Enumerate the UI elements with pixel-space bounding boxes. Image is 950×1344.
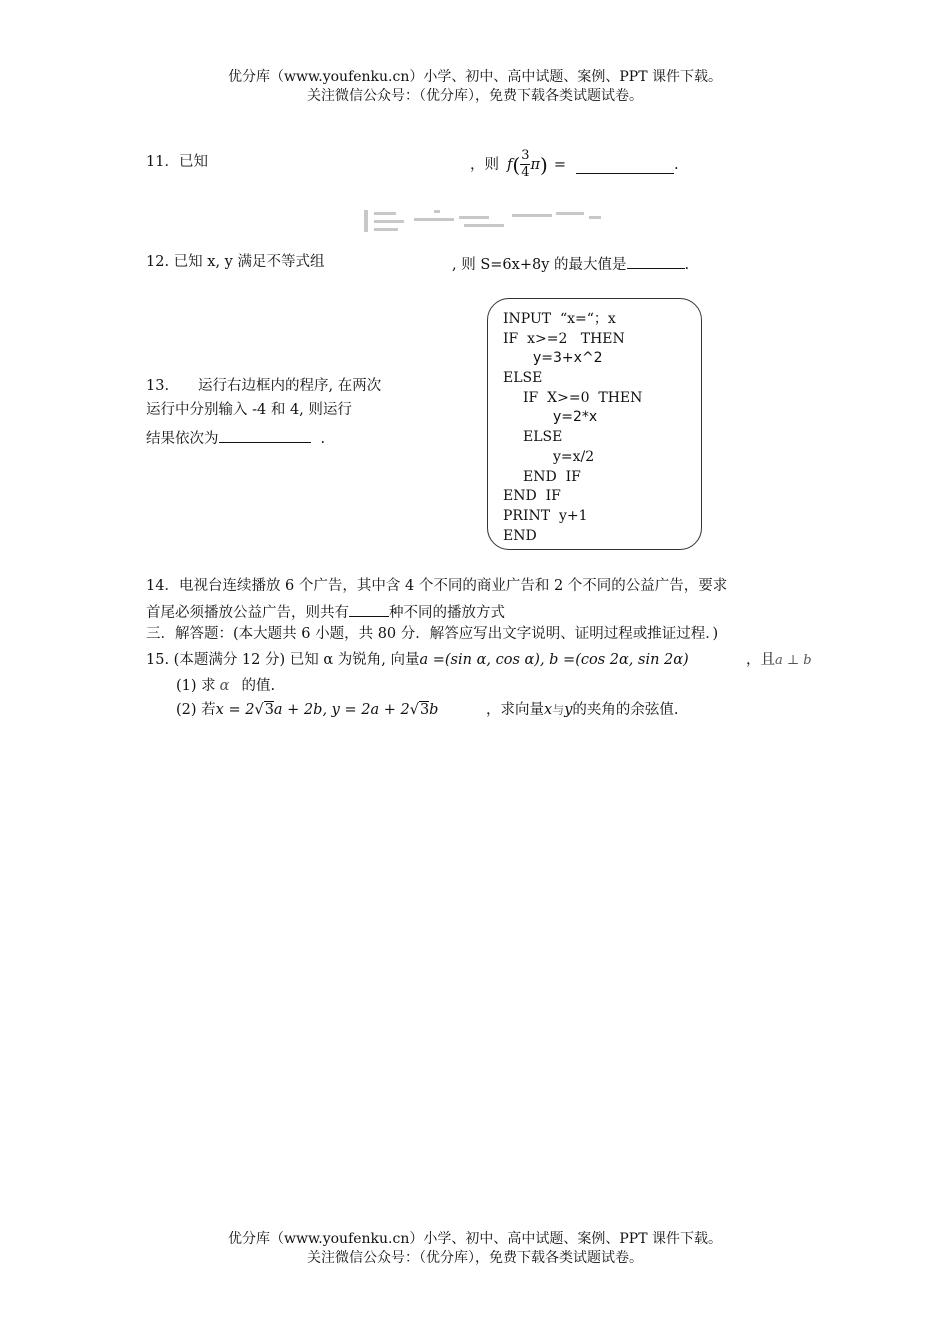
program-line: ELSE bbox=[503, 370, 543, 386]
program-line: y=3+x^2 bbox=[533, 350, 603, 366]
q13-answer-blank bbox=[219, 426, 311, 443]
q13-line3-group bbox=[146, 426, 325, 449]
q13-end: . bbox=[320, 431, 326, 447]
q15-vectors: a =(sin α, cos α), b =(cos 2α, sin 2α) bbox=[419, 652, 689, 668]
q11-formula: ，则 f ( $\frac{3}{4}$ π ) = . bbox=[470, 148, 679, 180]
q15-p2-end: 的夹角的余弦值. bbox=[572, 702, 679, 718]
q15-p1b: 的值. bbox=[241, 678, 276, 694]
q11-eq: = bbox=[553, 156, 566, 173]
q15-perp-lead: ，且 bbox=[746, 652, 775, 668]
q15-intro: 15. (本题满分 12 分) 已知 α 为锐角, 向量 bbox=[146, 652, 420, 668]
q11-label: 11．已知 bbox=[146, 154, 208, 170]
q15-p2-sqrt2: 3 bbox=[419, 702, 430, 718]
q14-line2b: 种不同的播放方式 bbox=[389, 605, 505, 621]
q12-end: . bbox=[684, 257, 690, 273]
program-line: IF x>=2 THEN bbox=[503, 331, 625, 347]
q11-f: f bbox=[507, 156, 513, 173]
program-line: IF X>=0 THEN bbox=[523, 390, 643, 406]
program-line: ELSE bbox=[523, 429, 563, 445]
q15-part2: (2) 若x = 2√3a + 2b, y = 2a + 2√3b bbox=[176, 702, 439, 718]
q15-p2-b: b bbox=[429, 702, 439, 718]
q15-perp: a ⊥ b bbox=[775, 653, 812, 668]
q13-line3: 结果依次为 bbox=[146, 431, 219, 447]
program-line: y=x/2 bbox=[553, 449, 595, 465]
q11-end: . bbox=[673, 156, 679, 173]
q11-then: ，则 bbox=[470, 156, 499, 173]
q11-frac-num: 3 bbox=[521, 148, 530, 163]
q15-p2-y: y bbox=[564, 702, 573, 718]
q15-part1 bbox=[176, 676, 275, 696]
q15-p2-with: 与 bbox=[552, 703, 565, 717]
q15-perp-group bbox=[746, 650, 812, 671]
q13-line2: 运行中分别输入 -4 和 4, 则运行 bbox=[146, 402, 352, 418]
q15-p1a: (1) 求 bbox=[176, 678, 216, 694]
q15-p2-mid: a + 2b, y = 2a + 2 bbox=[273, 702, 410, 718]
q15-part2-tail bbox=[486, 700, 679, 720]
q11-answer-blank bbox=[576, 155, 674, 174]
page-footer-line2: 关注微信公众号：（优分库），免费下载各类试题试卷。 bbox=[307, 1250, 643, 1266]
q11-fraction bbox=[520, 148, 530, 181]
q11-frac-den: 4 bbox=[521, 165, 530, 180]
q15-p1-alpha: α bbox=[219, 678, 230, 694]
q14-line2a: 首尾必须播放公益广告，则共有 bbox=[146, 605, 349, 621]
page-footer-line1: 优分库（www.youfenku.cn）小学、初中、高中试题、案例、PPT 课件下载。 bbox=[227, 1231, 722, 1247]
q12-answer-blank bbox=[627, 252, 685, 269]
q15-line1 bbox=[146, 650, 689, 670]
q12-tail: , 则 S=6x+8y 的最大值是 bbox=[452, 257, 627, 273]
q15-p2a: (2) 若 bbox=[176, 702, 216, 718]
program-line: y=2*x bbox=[553, 409, 598, 425]
q14-answer-blank bbox=[349, 600, 389, 617]
program-line: END bbox=[503, 528, 537, 544]
page-header-line1: 优分库（www.youfenku.cn）小学、初中、高中试题、案例、PPT 课件下载。 bbox=[227, 69, 722, 85]
program-line: END IF bbox=[503, 488, 561, 504]
q15-p2-sqrt: 3 bbox=[264, 702, 274, 718]
q12-tail-group bbox=[452, 252, 689, 275]
program-line: INPUT “x=“；x bbox=[503, 311, 616, 327]
inequality-system-image bbox=[364, 208, 604, 234]
section3-heading: 三．解答题：(本大题共 6 小题，共 80 分．解答应写出文字说明、证明过程或推证过程．) bbox=[146, 626, 719, 642]
q14-line1: 14．电视台连续播放 6 个广告，其中含 4 个不同的商业广告和 2 个不同的公益广告，要求 bbox=[146, 578, 728, 594]
q15-p2-x2: x bbox=[544, 702, 553, 718]
q11-pi: π bbox=[530, 156, 540, 173]
q15-p2-tail: ，求向量 bbox=[486, 702, 544, 718]
page-header-line2: 关注微信公众号：（优分库），免费下载各类试题试卷。 bbox=[307, 88, 643, 104]
q12-text: 12. 已知 x, y 满足不等式组 bbox=[146, 254, 325, 270]
program-line: END IF bbox=[523, 469, 581, 485]
q15-p2-x: x = 2 bbox=[215, 702, 255, 718]
program-line: PRINT y+1 bbox=[503, 508, 588, 524]
q13-line1: 13. 运行右边框内的程序, 在两次 bbox=[146, 378, 382, 394]
q14-line2-group bbox=[146, 600, 505, 623]
